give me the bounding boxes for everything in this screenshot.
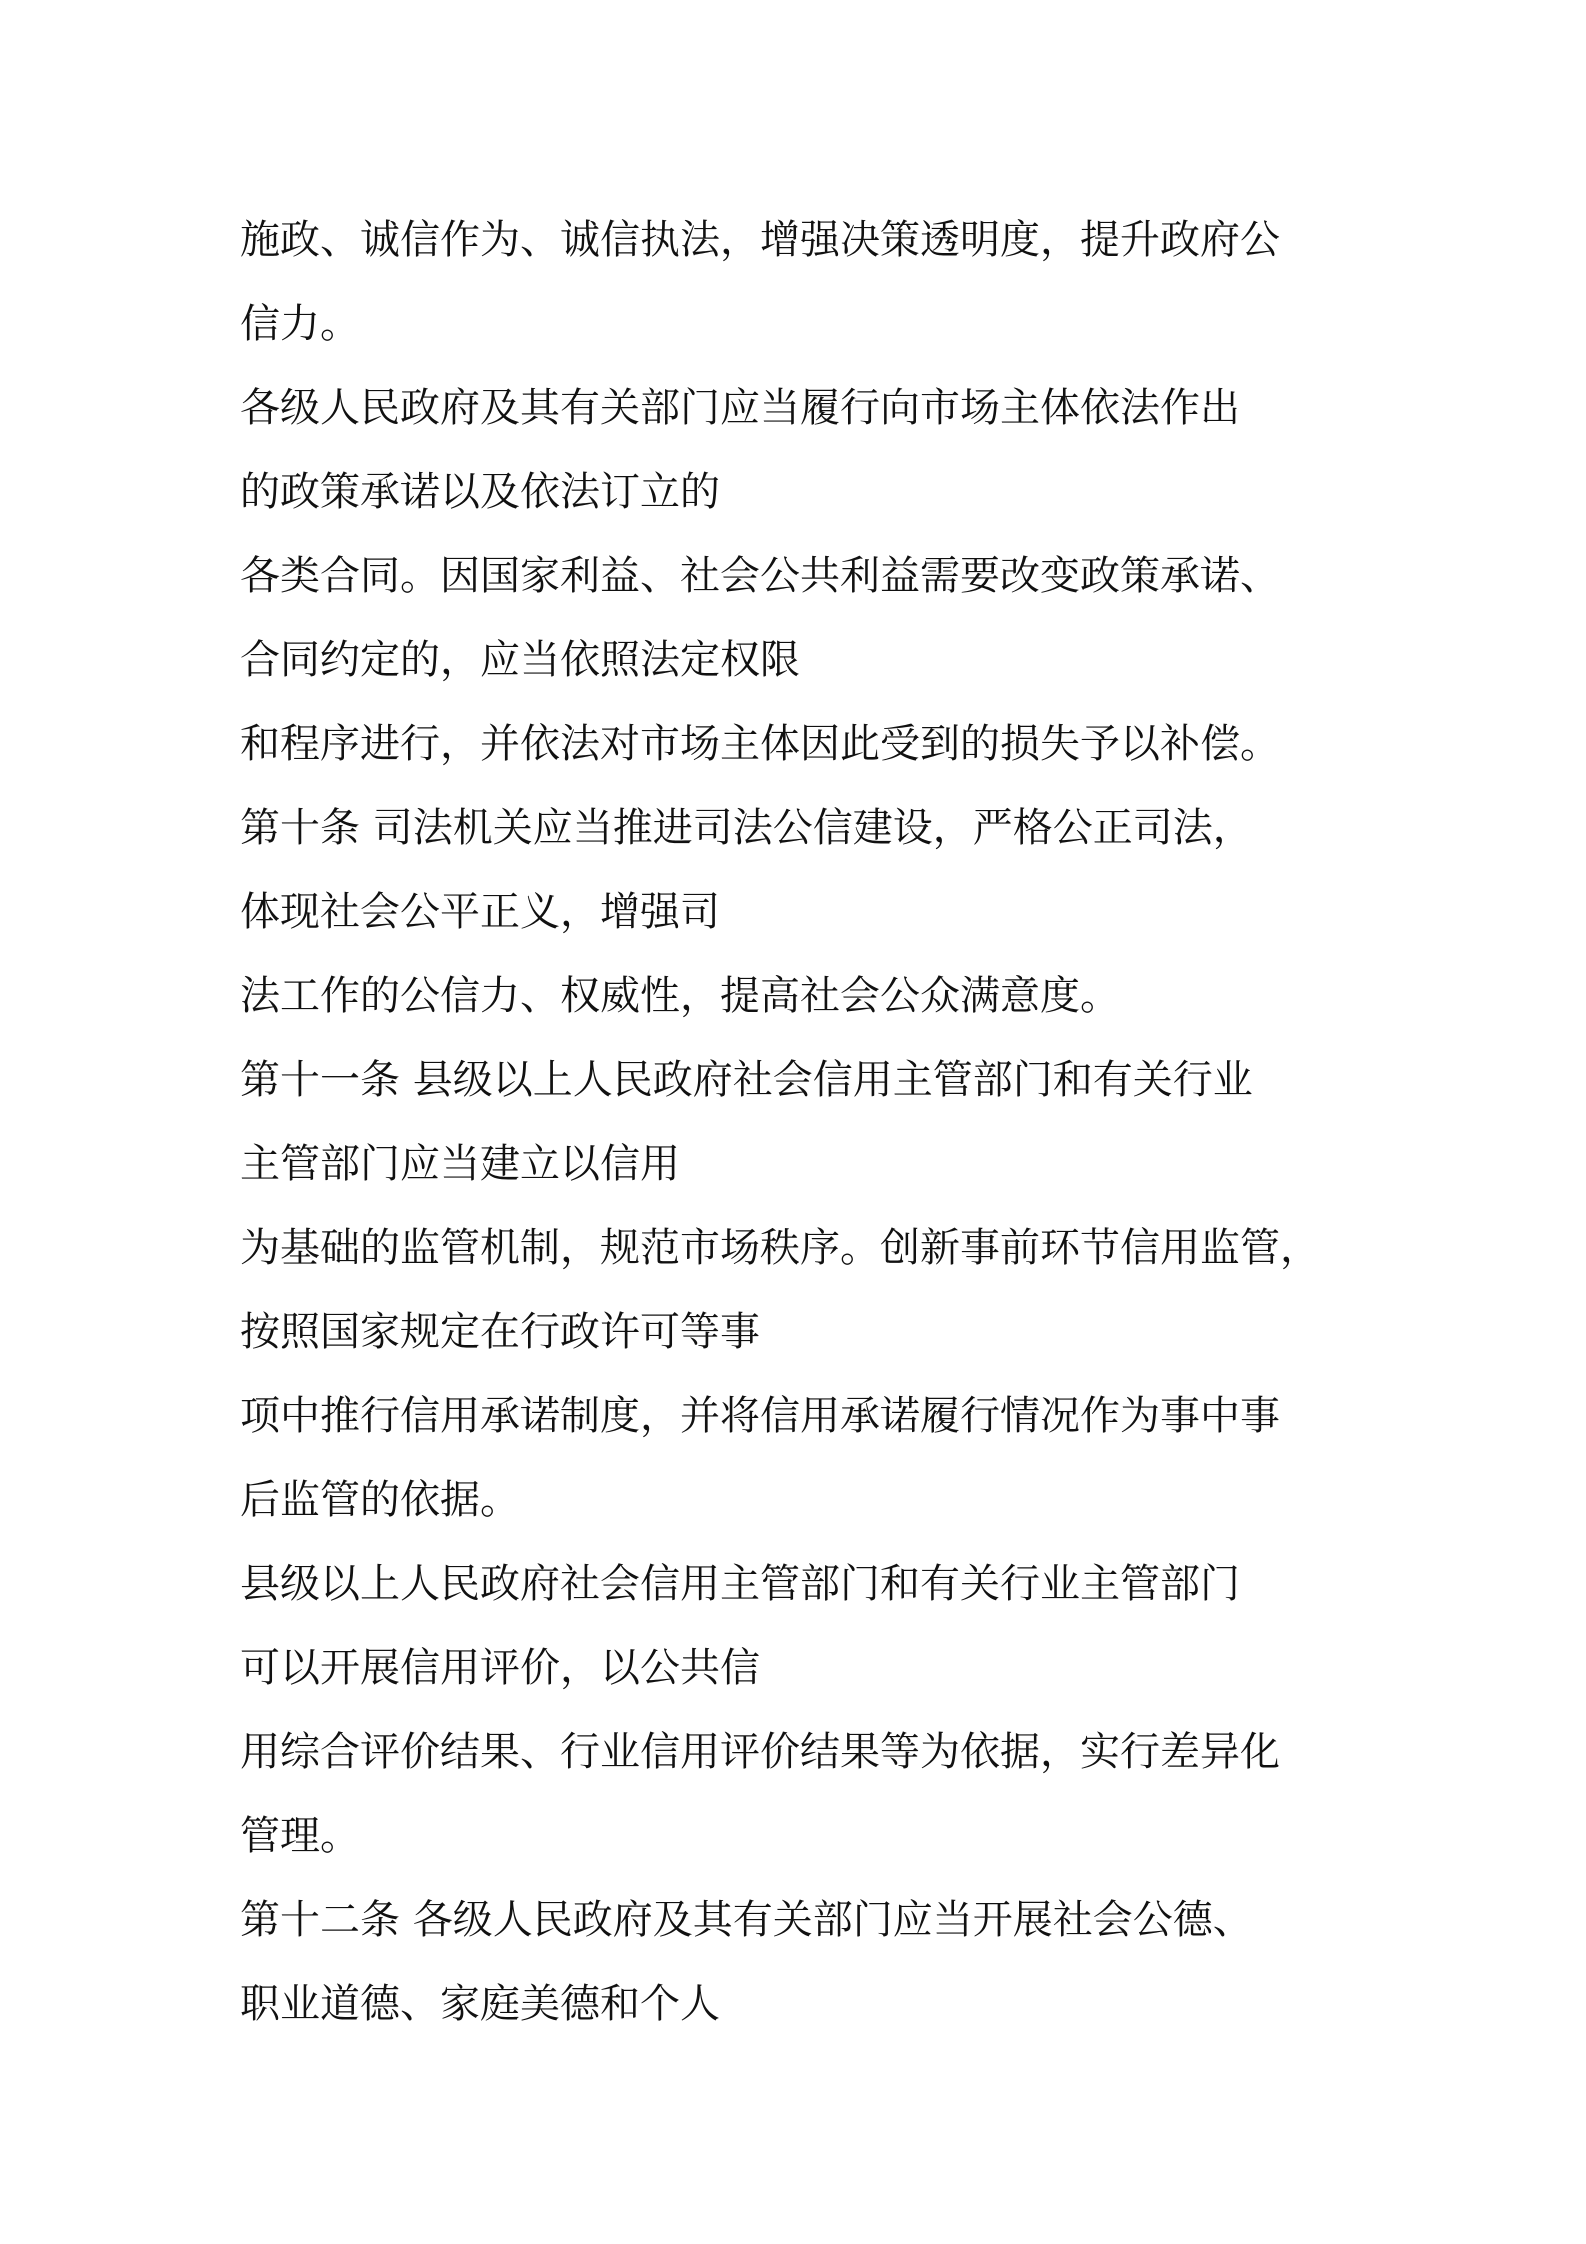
article-10-heading-line: 第十条 司法机关应当推进司法公信建设，严格公正司法，: [240, 805, 1253, 851]
text-line: 管理。: [240, 1813, 360, 1859]
text-line: 为基础的监管机制，规范市场秩序。创新事前环节信用监管，: [240, 1225, 1320, 1271]
text-line: 可以开展信用评价，以公共信: [240, 1645, 760, 1691]
text-line: 法工作的公信力、权威性，提高社会公众满意度。: [240, 973, 1120, 1019]
article-12-heading-line: 第十二条 各级人民政府及其有关部门应当开展社会公德、: [240, 1897, 1253, 1943]
text-line: 各级人民政府及其有关部门应当履行向市场主体依法作出: [240, 385, 1240, 431]
article-11-heading-line: 第十一条 县级以上人民政府社会信用主管部门和有关行业: [240, 1057, 1253, 1103]
text-line: 合同约定的，应当依照法定权限: [240, 637, 800, 683]
text-line: 用综合评价结果、行业信用评价结果等为依据，实行差异化: [240, 1729, 1280, 1775]
text-line: 主管部门应当建立以信用: [240, 1141, 680, 1187]
text-line: 各类合同。因国家利益、社会公共利益需要改变政策承诺、: [240, 553, 1280, 599]
text-line: 和程序进行，并依法对市场主体因此受到的损失予以补偿。: [240, 721, 1280, 767]
text-line: 体现社会公平正义，增强司: [240, 889, 720, 935]
text-line: 信力。: [240, 301, 360, 347]
text-line: 施政、诚信作为、诚信执法，增强决策透明度，提升政府公: [240, 217, 1280, 263]
document-body: [240, 198, 1370, 2046]
text-line: 县级以上人民政府社会信用主管部门和有关行业主管部门: [240, 1561, 1240, 1607]
text-line: 后监管的依据。: [240, 1477, 520, 1523]
text-line: 职业道德、家庭美德和个人: [240, 1981, 720, 2027]
text-line: 按照国家规定在行政许可等事: [240, 1309, 760, 1355]
text-line: 项中推行信用承诺制度，并将信用承诺履行情况作为事中事: [240, 1393, 1280, 1439]
text-line: 的政策承诺以及依法订立的: [240, 469, 720, 515]
